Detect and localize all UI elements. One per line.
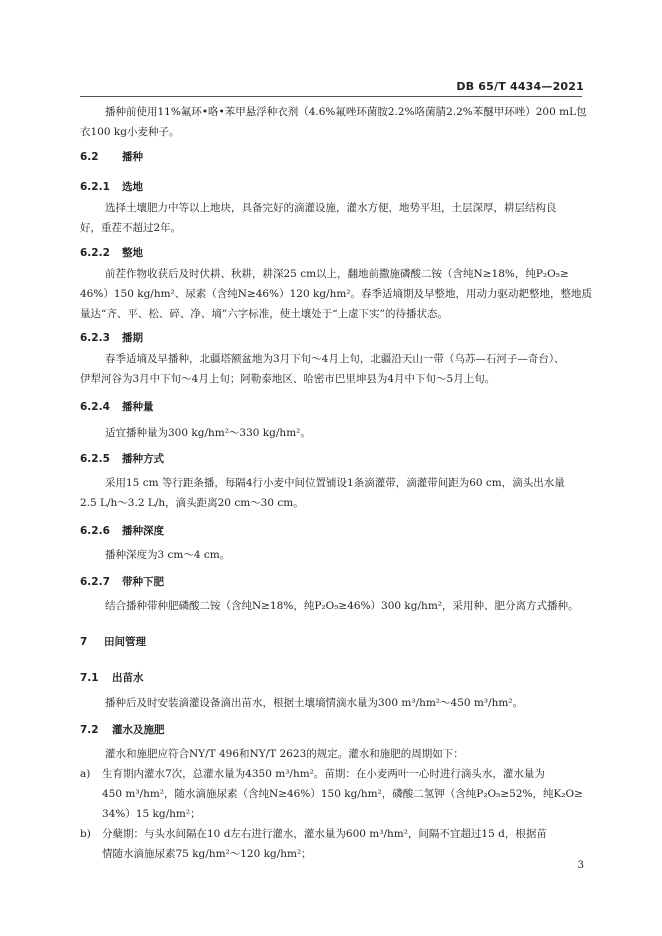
paragraph-line: 适宜播种量为300 kg/hm²～330 kg/hm²。 <box>105 427 311 439</box>
paragraph-6-2-5 <box>80 473 584 513</box>
paragraph-line: 播种深度为3 cm～4 cm。 <box>105 549 231 561</box>
heading-title: 播种方式 <box>122 453 164 465</box>
heading-title: 播期 <box>122 332 143 344</box>
heading-title: 播种量 <box>122 401 154 413</box>
heading-number: 6.2.5 <box>80 453 110 465</box>
heading-6-2-2 <box>80 243 584 263</box>
heading-6-2-4 <box>80 397 584 417</box>
paragraph-line: 46%）150 kg/hm²、尿素（含纯N≥46%）120 kg/hm²。春季适墒期及早整地，用动力驱动耙整地，整地质 <box>80 288 593 300</box>
paragraph-6-2-3 <box>80 349 584 389</box>
heading-title: 田间管理 <box>104 636 146 648</box>
paragraph-line: 前茬作物收获后及时伏耕、秋耕，耕深25 cm以上，翻地前撒施磷酸二铵（含纯N≥18%，纯P₂O₅≥ <box>105 268 569 280</box>
heading-6-2-5 <box>80 449 584 469</box>
paragraph-line: 2.5 L/h～3.2 L/h，滴头距离20 cm～30 cm。 <box>80 497 304 509</box>
page-number: 3 <box>577 860 584 871</box>
heading-title: 带种下肥 <box>122 576 164 588</box>
list-label: a) <box>80 768 91 780</box>
paragraph-6-2-2 <box>80 264 593 324</box>
intro-paragraph <box>80 102 587 142</box>
paragraph-7-2 <box>80 744 584 764</box>
list-item-a <box>80 764 584 824</box>
heading-number: 7.2 <box>80 724 99 736</box>
list-line: 情随水滴施尿素75 kg/hm²～120 kg/hm²； <box>102 848 312 860</box>
heading-title: 出苗水 <box>112 672 144 684</box>
heading-number: 6.2.4 <box>80 401 110 413</box>
heading-title: 播种深度 <box>122 525 164 537</box>
heading-title: 灌水及施肥 <box>112 724 165 736</box>
heading-title: 选地 <box>122 181 143 193</box>
heading-7-1 <box>80 668 584 688</box>
heading-number: 6.2.7 <box>80 576 110 588</box>
paragraph-line: 采用15 cm 等行距条播，每隔4行小麦中间位置铺设1条滴灌带，滴灌带间距为60 cm，滴头出水量 <box>105 477 565 489</box>
list-line: 34%）15 kg/hm²； <box>102 808 201 820</box>
list-line: 450 m³/hm²，随水滴施尿素（含纯N≥46%）150 kg/hm²，磷酸二氢钾（含纯P₂O₅≥52%，纯K₂O≥ <box>102 788 583 800</box>
heading-6-2-6 <box>80 521 584 541</box>
heading-number: 7 <box>80 636 88 648</box>
paragraph-line: 春季适墒及早播种，北疆塔额盆地为3月下旬～4月上旬，北疆沿天山一带（乌苏—石河子—奇台）、 <box>105 353 565 365</box>
paragraph-6-2-1 <box>80 198 584 238</box>
heading-7 <box>80 632 584 652</box>
intro-line: 衣100 kg小麦种子。 <box>80 126 180 138</box>
heading-number: 6.2.1 <box>80 181 110 193</box>
paragraph-line: 播种后及时安装滴灌设备滴出苗水，根据土壤墒情滴水量为300 m³/hm²～450 m³/hm²。 <box>105 697 524 709</box>
heading-title: 整地 <box>122 247 143 259</box>
heading-7-2 <box>80 720 584 740</box>
list-label: b) <box>80 828 91 840</box>
list-item <box>80 824 584 864</box>
heading-number: 6.2.6 <box>80 525 110 537</box>
paragraph-line: 量达“齐、平、松、碎、净、墒”六字标准，使土壤处于“上虚下实”的待播状态。 <box>80 308 448 320</box>
list-item <box>80 764 584 824</box>
paragraph-6-2-4 <box>80 423 584 443</box>
heading-number: 6.2 <box>80 151 99 163</box>
heading-6-2 <box>80 147 584 167</box>
heading-title: 播种 <box>122 151 143 163</box>
intro-line: 播种前使用11%氟环•咯•苯甲悬浮种衣剂（4.6%氟唑环菌胺2.2%咯菌腈2.2%苯醚甲环唑）200 mL包 <box>105 106 587 118</box>
paragraph-line: 选择土壤肥力中等以上地块，具备完好的滴灌设施，灌水方便，地势平坦，土层深厚，耕层结构良 <box>105 202 557 214</box>
paragraph-line: 好，重茬不超过2年。 <box>80 222 182 234</box>
list-item-b <box>80 824 584 864</box>
header-rule <box>80 96 582 97</box>
heading-number: 6.2.2 <box>80 247 110 259</box>
paragraph-6-2-6 <box>80 545 584 565</box>
list-line: 分蘖期：与头水间隔在10 d左右进行灌水，灌水量为600 m³/hm²，间隔不宜超过15 d，根据苗 <box>102 828 547 840</box>
paragraph-6-2-7 <box>80 596 584 616</box>
paragraph-line: 结合播种带种肥磷酸二铵（含纯N≥18%，纯P₂O₅≥46%）300 kg/hm²，采用种、肥分离方式播种。 <box>105 600 579 612</box>
paragraph-line: 灌水和施肥应符合NY/T 496和NY/T 2623的规定。灌水和施肥的周期如下： <box>105 748 464 760</box>
standard-code: DB 65/T 4434—2021 <box>456 80 584 93</box>
heading-number: 6.2.3 <box>80 332 110 344</box>
heading-6-2-3 <box>80 328 584 348</box>
paragraph-line: 伊犁河谷为3月中下旬～4月上旬；阿勒泰地区、哈密市巴里坤县为4月中下旬～5月上旬。 <box>80 373 496 385</box>
list-line: 生育期内灌水7次，总灌水量为4350 m³/hm²。苗期：在小麦两叶一心时进行滴头水，灌水量为 <box>102 768 545 780</box>
heading-6-2-1 <box>80 177 584 197</box>
heading-number: 7.1 <box>80 672 99 684</box>
paragraph-7-1 <box>80 693 584 713</box>
heading-6-2-7 <box>80 572 584 592</box>
